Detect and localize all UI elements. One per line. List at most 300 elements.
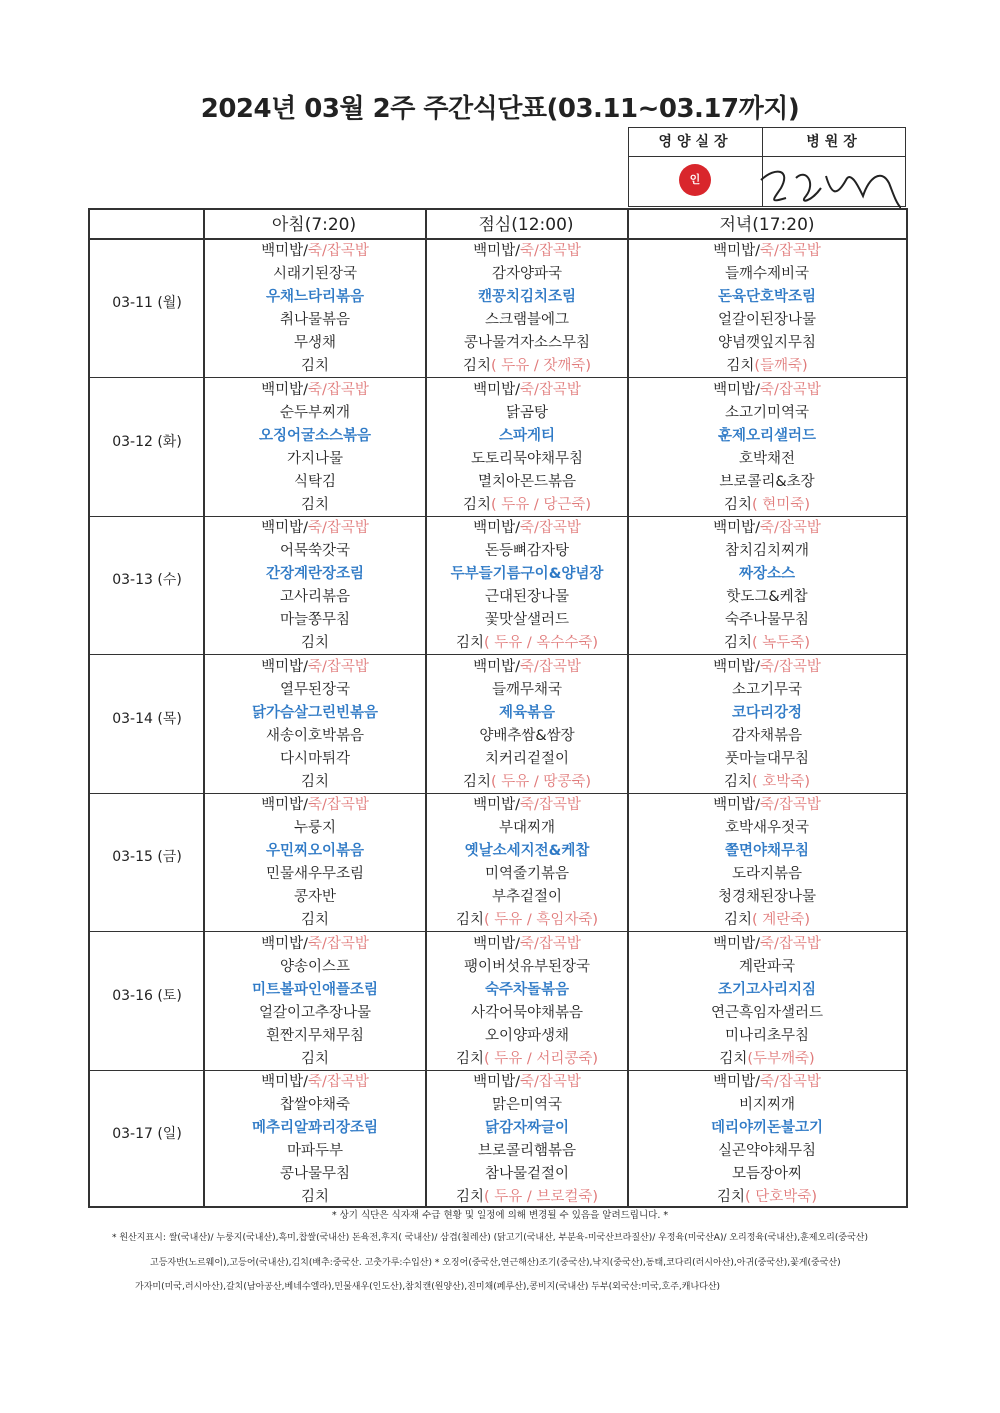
lunch-cell — [426, 379, 628, 516]
main-dish-item — [204, 286, 426, 309]
main-dish-item — [628, 702, 906, 725]
lunch-cell — [426, 933, 628, 1070]
menu-item — [628, 886, 906, 909]
menu-item — [204, 794, 426, 817]
menu-item — [426, 679, 628, 702]
menu-item-text: 콩나물무침 — [279, 1166, 351, 1182]
day-label: 03-12 (화) — [112, 433, 182, 450]
menu-item — [204, 1163, 426, 1186]
menu-item-text: 흰짠지무채무침 — [265, 1027, 365, 1044]
breakfast-cell — [204, 794, 426, 931]
menu-item — [204, 586, 426, 609]
origin-line-2: 고등자반(노르웨이),고등어(국내산),김치(배추:중국산. 고춧가루:수입산) * 오징어(중국산,연근해산)조기(중국산),낙지(중국산),동태,코다리(러시아산),아귀(중국산),꽃게(중국산) — [150, 1258, 841, 1268]
menu-item — [204, 309, 426, 332]
alternative-meal-text: 죽/잡곡밥 — [519, 381, 581, 398]
menu-item-text: 돈등뼈감자탕 — [484, 543, 570, 559]
alternative-meal-text: 죽/잡곡밥 — [519, 658, 581, 675]
main-dish-item — [204, 1117, 426, 1140]
menu-item-text: 양배추쌈&쌈장 — [479, 727, 575, 744]
menu-item — [204, 679, 426, 702]
menu-item-text: 백미밥/ — [261, 520, 308, 536]
lunch-cell — [426, 656, 628, 793]
menu-item-text: 소고기미역국 — [724, 404, 810, 421]
menu-item-text: 오징어굴소스볶음 — [258, 427, 372, 444]
menu-item-text: 미나리초무침 — [724, 1027, 810, 1044]
menu-item-text: 양념깻잎지무침 — [717, 335, 817, 351]
alternative-meal-text: 죽/잡곡밥 — [519, 797, 581, 813]
header-dinner: 저녁(17:20) — [719, 215, 815, 235]
menu-item-text: 들깨수제비국 — [724, 266, 810, 282]
menu-item — [628, 1048, 906, 1071]
alternative-meal-text: (들깨죽) — [754, 358, 808, 374]
menu-item — [426, 379, 628, 402]
menu-item-text: 김치 — [300, 496, 329, 513]
menu-item-text: 돈육단호박조림 — [717, 289, 817, 305]
menu-item-text: 김치 — [462, 496, 491, 513]
menu-item-text: 닭곰탕 — [505, 404, 549, 421]
menu-item-text: 옛날소세지전&케찹 — [464, 843, 590, 859]
menu-item-text: 백미밥/ — [473, 520, 520, 536]
menu-item — [628, 586, 906, 609]
menu-item-text: 치커리겉절이 — [484, 750, 570, 767]
menu-item-text: 김치 — [724, 635, 753, 651]
alternative-meal-text: 죽/잡곡밥 — [759, 381, 821, 398]
menu-item-text: 우채느타리볶음 — [265, 289, 365, 305]
menu-item-text: 김치 — [724, 773, 753, 790]
main-dish-item — [628, 979, 906, 1002]
menu-item — [628, 771, 906, 794]
menu-item-text: 마늘쫑무침 — [279, 612, 351, 628]
menu-item-text: 훈제오리샐러드 — [717, 427, 817, 444]
menu-item-text: 백미밥/ — [473, 935, 520, 952]
menu-item-text: 김치 — [300, 1050, 329, 1067]
menu-item-text: 코다리강정 — [731, 704, 803, 721]
approval-director — [763, 128, 905, 206]
main-dish-item — [426, 563, 628, 586]
menu-item — [204, 540, 426, 563]
menu-item-text: 호박채전 — [738, 450, 796, 467]
menu-item-text: 백미밥/ — [261, 797, 308, 813]
menu-item — [628, 632, 906, 655]
alternative-meal-text: ( 현미죽) — [752, 496, 810, 513]
day-row — [90, 240, 906, 378]
menu-item-text: 김치 — [462, 358, 491, 374]
menu-item-text: 우민찌오이볶음 — [265, 843, 365, 859]
menu-item-text: 핫도그&케찹 — [726, 589, 808, 605]
menu-item-text: 김치 — [455, 635, 484, 651]
menu-item-text: 호박새우젓국 — [724, 820, 810, 836]
menu-item — [204, 771, 426, 794]
alternative-meal-text: 죽/잡곡밥 — [759, 658, 821, 675]
menu-item — [426, 332, 628, 355]
menu-item — [628, 794, 906, 817]
breakfast-cell — [204, 933, 426, 1070]
menu-item — [204, 448, 426, 471]
menu-item-text: 계란파국 — [738, 958, 796, 975]
menu-item — [426, 1002, 628, 1025]
menu-item-text: 꽃맛살샐러드 — [484, 612, 570, 628]
menu-item-text: 모듬장아찌 — [731, 1166, 803, 1182]
menu-item — [204, 725, 426, 748]
menu-item — [628, 448, 906, 471]
menu-item-text: 어묵쑥갓국 — [279, 543, 351, 559]
menu-item — [426, 609, 628, 632]
dinner-cell — [628, 517, 906, 654]
menu-item — [426, 794, 628, 817]
change-notice: * 상기 식단은 식자재 수급 현황 및 일정에 의해 변경될 수 있음을 알려드립니다. * — [331, 1210, 669, 1221]
lunch-cell — [426, 240, 628, 377]
main-dish-item — [628, 425, 906, 448]
menu-item-text: 브로콜리햄볶음 — [477, 1143, 577, 1159]
menu-item — [628, 1094, 906, 1117]
menu-item-text: 김치 — [455, 1050, 484, 1067]
menu-item-text: 콩자반 — [293, 889, 337, 905]
menu-item — [426, 586, 628, 609]
main-dish-item — [426, 425, 628, 448]
menu-item — [628, 1186, 906, 1209]
menu-item-text: 도라지볶음 — [731, 866, 803, 882]
menu-item-text: 간장계란장조림 — [265, 566, 365, 582]
menu-item-text: 순두부찌개 — [279, 404, 351, 421]
main-dish-item — [204, 563, 426, 586]
menu-item-text: 백미밥/ — [261, 381, 308, 398]
seal-stamp: 인 — [679, 164, 711, 196]
alternative-meal-text: ( 두유 / 흑임자죽) — [483, 912, 599, 928]
alternative-meal-text: 죽/잡곡밥 — [519, 520, 581, 536]
main-dish-item — [204, 702, 426, 725]
menu-item — [426, 817, 628, 840]
menu-item-text: 백미밥/ — [473, 658, 520, 675]
breakfast-cell — [204, 240, 426, 377]
menu-item — [628, 748, 906, 771]
menu-item — [628, 471, 906, 494]
menu-item — [628, 379, 906, 402]
menu-item — [204, 355, 426, 378]
menu-item-text: 김치 — [462, 773, 491, 790]
menu-item — [628, 355, 906, 378]
menu-item-text: 스파게티 — [498, 427, 556, 444]
menu-item-text: 들깨무채국 — [491, 681, 563, 698]
alternative-meal-text: 죽/잡곡밥 — [519, 935, 581, 952]
menu-item — [628, 909, 906, 932]
day-row — [90, 517, 906, 655]
alternative-meal-text: 죽/잡곡밥 — [307, 935, 369, 952]
menu-item-text: 김치 — [455, 1189, 484, 1205]
menu-item — [204, 609, 426, 632]
menu-table-header — [90, 210, 906, 240]
main-dish-item — [426, 1117, 628, 1140]
menu-item-text: 김치 — [300, 1189, 329, 1205]
menu-item-text: 찹쌀야채죽 — [279, 1097, 351, 1113]
breakfast-cell — [204, 1071, 426, 1208]
menu-item — [628, 656, 906, 679]
breakfast-cell — [204, 656, 426, 793]
alternative-meal-text: ( 두유 / 옥수수죽) — [483, 635, 599, 651]
day-row — [90, 379, 906, 517]
alternative-meal-text: ( 두유 / 브로컬죽) — [483, 1189, 599, 1205]
menu-item — [628, 609, 906, 632]
menu-item-text: 백미밥/ — [713, 520, 760, 536]
menu-item-text: 청경채된장나물 — [717, 889, 817, 905]
menu-item-text: 김치 — [300, 773, 329, 790]
menu-item-text: 양송이스프 — [279, 958, 351, 975]
menu-item-text: 백미밥/ — [713, 1074, 760, 1090]
approval-director-label: 병원장 — [763, 128, 905, 157]
menu-item — [426, 1025, 628, 1048]
menu-item — [426, 517, 628, 540]
breakfast-cell — [204, 379, 426, 516]
menu-item — [628, 309, 906, 332]
alternative-meal-text: 죽/잡곡밥 — [759, 935, 821, 952]
menu-item — [204, 886, 426, 909]
day-label: 03-17 (일) — [112, 1126, 182, 1142]
approval-nutrition-label: 영양실장 — [629, 128, 762, 157]
menu-item — [204, 632, 426, 655]
menu-item — [204, 1048, 426, 1071]
menu-item — [628, 240, 906, 263]
menu-item-text: 제육볶음 — [498, 704, 556, 721]
menu-item-text: 김치 — [724, 496, 753, 513]
menu-item-text: 무생채 — [293, 335, 337, 351]
menu-item-text: 김치 — [724, 912, 753, 928]
menu-item — [426, 240, 628, 263]
main-dish-item — [628, 1117, 906, 1140]
alternative-meal-text: 죽/잡곡밥 — [759, 520, 821, 536]
menu-item-text: 백미밥/ — [713, 797, 760, 813]
day-row — [90, 794, 906, 932]
menu-item-text: 닭가슴살그린빈볶음 — [251, 704, 379, 721]
alternative-meal-text: 죽/잡곡밥 — [519, 1074, 581, 1090]
menu-item-text: 백미밥/ — [261, 243, 308, 259]
menu-item-text: 백미밥/ — [261, 658, 308, 675]
menu-item — [426, 1094, 628, 1117]
lunch-cell — [426, 517, 628, 654]
menu-item — [426, 1071, 628, 1094]
alternative-meal-text: 죽/잡곡밥 — [759, 243, 821, 259]
origin-line-3: 가자미(미국,러시아산),갈치(남아공산,베네수엘라),민물새우(인도산),참치캔(원양산),진미채(페루산),콩비지(국내산) 두부(외국산:미국,호주,캐나다산) — [135, 1282, 721, 1292]
dinner-cell — [628, 1071, 906, 1208]
menu-item-text: 조기고사리지짐 — [717, 981, 817, 998]
alternative-meal-text: ( 계란죽) — [752, 912, 810, 928]
menu-item — [628, 332, 906, 355]
alternative-meal-text: 죽/잡곡밥 — [307, 243, 369, 259]
menu-item-text: 마파두부 — [286, 1143, 344, 1159]
menu-item-text: 취나물볶음 — [279, 312, 351, 328]
alternative-meal-text: ( 두유 / 서리콩죽) — [483, 1050, 599, 1067]
menu-item — [426, 263, 628, 286]
menu-item — [628, 402, 906, 425]
menu-item — [204, 494, 426, 517]
alternative-meal-text: ( 단호박죽) — [745, 1189, 817, 1205]
menu-item-text: 멸치아몬드볶음 — [477, 473, 577, 490]
menu-item — [628, 817, 906, 840]
menu-item — [426, 1186, 628, 1209]
alternative-meal-text: 죽/잡곡밥 — [759, 797, 821, 813]
menu-item — [628, 1025, 906, 1048]
menu-item-text: 참치김치찌개 — [724, 543, 810, 559]
menu-item-text: 미역줄기볶음 — [484, 866, 570, 882]
menu-item — [204, 863, 426, 886]
menu-item — [426, 863, 628, 886]
main-dish-item — [628, 840, 906, 863]
menu-item-text: 쫄면야채무침 — [724, 843, 810, 859]
approval-box — [628, 127, 906, 207]
menu-item-text: 얼갈이된장나물 — [717, 312, 817, 328]
menu-item-text: 김치 — [300, 635, 329, 651]
menu-item — [426, 1048, 628, 1071]
menu-item — [204, 817, 426, 840]
menu-item — [204, 517, 426, 540]
dinner-cell — [628, 656, 906, 793]
page-title: 2024년 03월 2주 주간식단표(03.11~03.17까지) — [200, 94, 800, 124]
menu-item-text: 닭감자짜글이 — [484, 1120, 570, 1136]
menu-item — [204, 656, 426, 679]
menu-item-text: 백미밥/ — [713, 658, 760, 675]
menu-item-text: 시래기된장국 — [272, 266, 358, 282]
menu-item — [426, 494, 628, 517]
menu-item — [204, 1002, 426, 1025]
menu-item-text: 오이양파생채 — [484, 1027, 570, 1044]
menu-item-text: 짜장소스 — [738, 566, 796, 582]
menu-item — [426, 309, 628, 332]
main-dish-item — [426, 286, 628, 309]
origin-line-1: * 원산지표시: 쌀(국내산)/ 누룽지(국내산),흑미,찹쌀(국내산) 돈육전,후지( 국내산)/ 삼겹(칠레산) (닭고기(국내산, 부분육-미국산브라질산)/ 우정육(미국산A)/ 오리정육(국내산),훈제오리(중국산) — [112, 1233, 868, 1243]
main-dish-item — [628, 563, 906, 586]
dinner-cell — [628, 240, 906, 377]
menu-item — [204, 748, 426, 771]
menu-item — [426, 725, 628, 748]
menu-item-text: 백미밥/ — [473, 797, 520, 813]
menu-item-text: 캔꽁치김치조림 — [477, 289, 577, 305]
menu-item-text: 부대찌개 — [498, 820, 556, 836]
menu-item-text: 김치 — [726, 358, 755, 374]
menu-item-text: 김치 — [719, 1050, 748, 1067]
menu-item — [426, 402, 628, 425]
menu-item — [628, 1140, 906, 1163]
menu-item-text: 열무된장국 — [279, 681, 351, 698]
menu-item-text: 미트볼파인애플조림 — [251, 981, 379, 998]
day-row — [90, 656, 906, 794]
menu-item — [426, 909, 628, 932]
approval-nutrition — [629, 128, 763, 206]
menu-item — [426, 471, 628, 494]
day-label: 03-11 (월) — [112, 295, 182, 311]
header-lunch: 점심(12:00) — [478, 215, 574, 235]
menu-item-text: 두부들기름구이&양념장 — [450, 566, 604, 582]
menu-item — [204, 332, 426, 355]
menu-item — [204, 909, 426, 932]
menu-item — [426, 886, 628, 909]
menu-item — [628, 540, 906, 563]
main-dish-item — [426, 702, 628, 725]
menu-item — [204, 1140, 426, 1163]
header-breakfast: 아침(7:20) — [271, 215, 357, 235]
menu-item-text: 감자채볶음 — [731, 727, 803, 744]
menu-item — [204, 1025, 426, 1048]
menu-item — [426, 355, 628, 378]
alternative-meal-text: ( 두유 / 당근죽) — [490, 496, 592, 513]
day-row — [90, 933, 906, 1071]
menu-item-text: 백미밥/ — [473, 381, 520, 398]
menu-item-text: 참나물겉절이 — [484, 1166, 570, 1182]
menu-item-text: 김치 — [300, 358, 329, 374]
menu-item — [426, 771, 628, 794]
alternative-meal-text: ( 녹두죽) — [752, 635, 810, 651]
day-label: 03-14 (목) — [112, 710, 182, 727]
menu-item-text: 백미밥/ — [261, 1074, 308, 1090]
menu-item — [628, 956, 906, 979]
menu-item — [426, 1163, 628, 1186]
menu-item — [628, 725, 906, 748]
menu-item-text: 데리야끼돈불고기 — [710, 1120, 824, 1136]
menu-item-text: 백미밥/ — [713, 381, 760, 398]
menu-item — [426, 1140, 628, 1163]
menu-item-text: 김치 — [300, 912, 329, 928]
menu-item-text: 김치 — [455, 912, 484, 928]
menu-item-text: 민물새우무조림 — [265, 866, 365, 882]
day-label: 03-15 (금) — [112, 849, 182, 865]
alternative-meal-text: (두부깨죽) — [747, 1050, 815, 1067]
menu-item — [204, 1186, 426, 1209]
main-dish-item — [426, 979, 628, 1002]
menu-item-text: 식탁김 — [293, 473, 337, 490]
menu-item-text: 사각어묵야채볶음 — [470, 1004, 584, 1021]
menu-item-text: 백미밥/ — [261, 935, 308, 952]
menu-item — [628, 679, 906, 702]
menu-table — [88, 208, 908, 1208]
menu-item-text: 백미밥/ — [713, 243, 760, 259]
menu-item-text: 브로콜리&초장 — [719, 473, 815, 490]
menu-item — [426, 956, 628, 979]
alternative-meal-text: 죽/잡곡밥 — [307, 520, 369, 536]
alternative-meal-text: 죽/잡곡밥 — [307, 658, 369, 675]
menu-item-text: 감자양파국 — [491, 266, 563, 282]
menu-item-text: 고사리볶음 — [279, 589, 351, 605]
menu-item-text: 근대된장나물 — [484, 589, 570, 605]
alternative-meal-text: 죽/잡곡밥 — [759, 1074, 821, 1090]
menu-item — [426, 540, 628, 563]
main-dish-item — [204, 840, 426, 863]
main-dish-item — [204, 425, 426, 448]
menu-item — [204, 1094, 426, 1117]
main-dish-item — [426, 840, 628, 863]
menu-item-text: 맑은미역국 — [491, 1097, 563, 1113]
menu-item-text: 부추겉절이 — [491, 889, 563, 905]
menu-item — [204, 379, 426, 402]
menu-item — [628, 933, 906, 956]
menu-item-text: 새송이호박볶음 — [265, 727, 365, 744]
menu-item — [628, 1163, 906, 1186]
main-dish-item — [628, 286, 906, 309]
menu-item-text: 실곤약야채무침 — [717, 1143, 817, 1159]
lunch-cell — [426, 1071, 628, 1208]
day-label: 03-16 (토) — [112, 987, 182, 1004]
menu-item — [426, 748, 628, 771]
menu-item-text: 스크램블에그 — [484, 312, 570, 328]
menu-item — [628, 1071, 906, 1094]
menu-item-text: 숙주차돌볶음 — [484, 981, 570, 998]
menu-item-text: 소고기무국 — [731, 681, 803, 698]
menu-item-text: 메추리알꽈리장조림 — [251, 1120, 379, 1136]
menu-item — [628, 494, 906, 517]
menu-item-text: 숙주나물무침 — [724, 612, 810, 628]
menu-item — [204, 956, 426, 979]
menu-item — [426, 656, 628, 679]
menu-item — [426, 933, 628, 956]
alternative-meal-text: ( 두유 / 땅콩죽) — [490, 773, 592, 790]
menu-item-text: 김치 — [717, 1189, 746, 1205]
dinner-cell — [628, 933, 906, 1070]
